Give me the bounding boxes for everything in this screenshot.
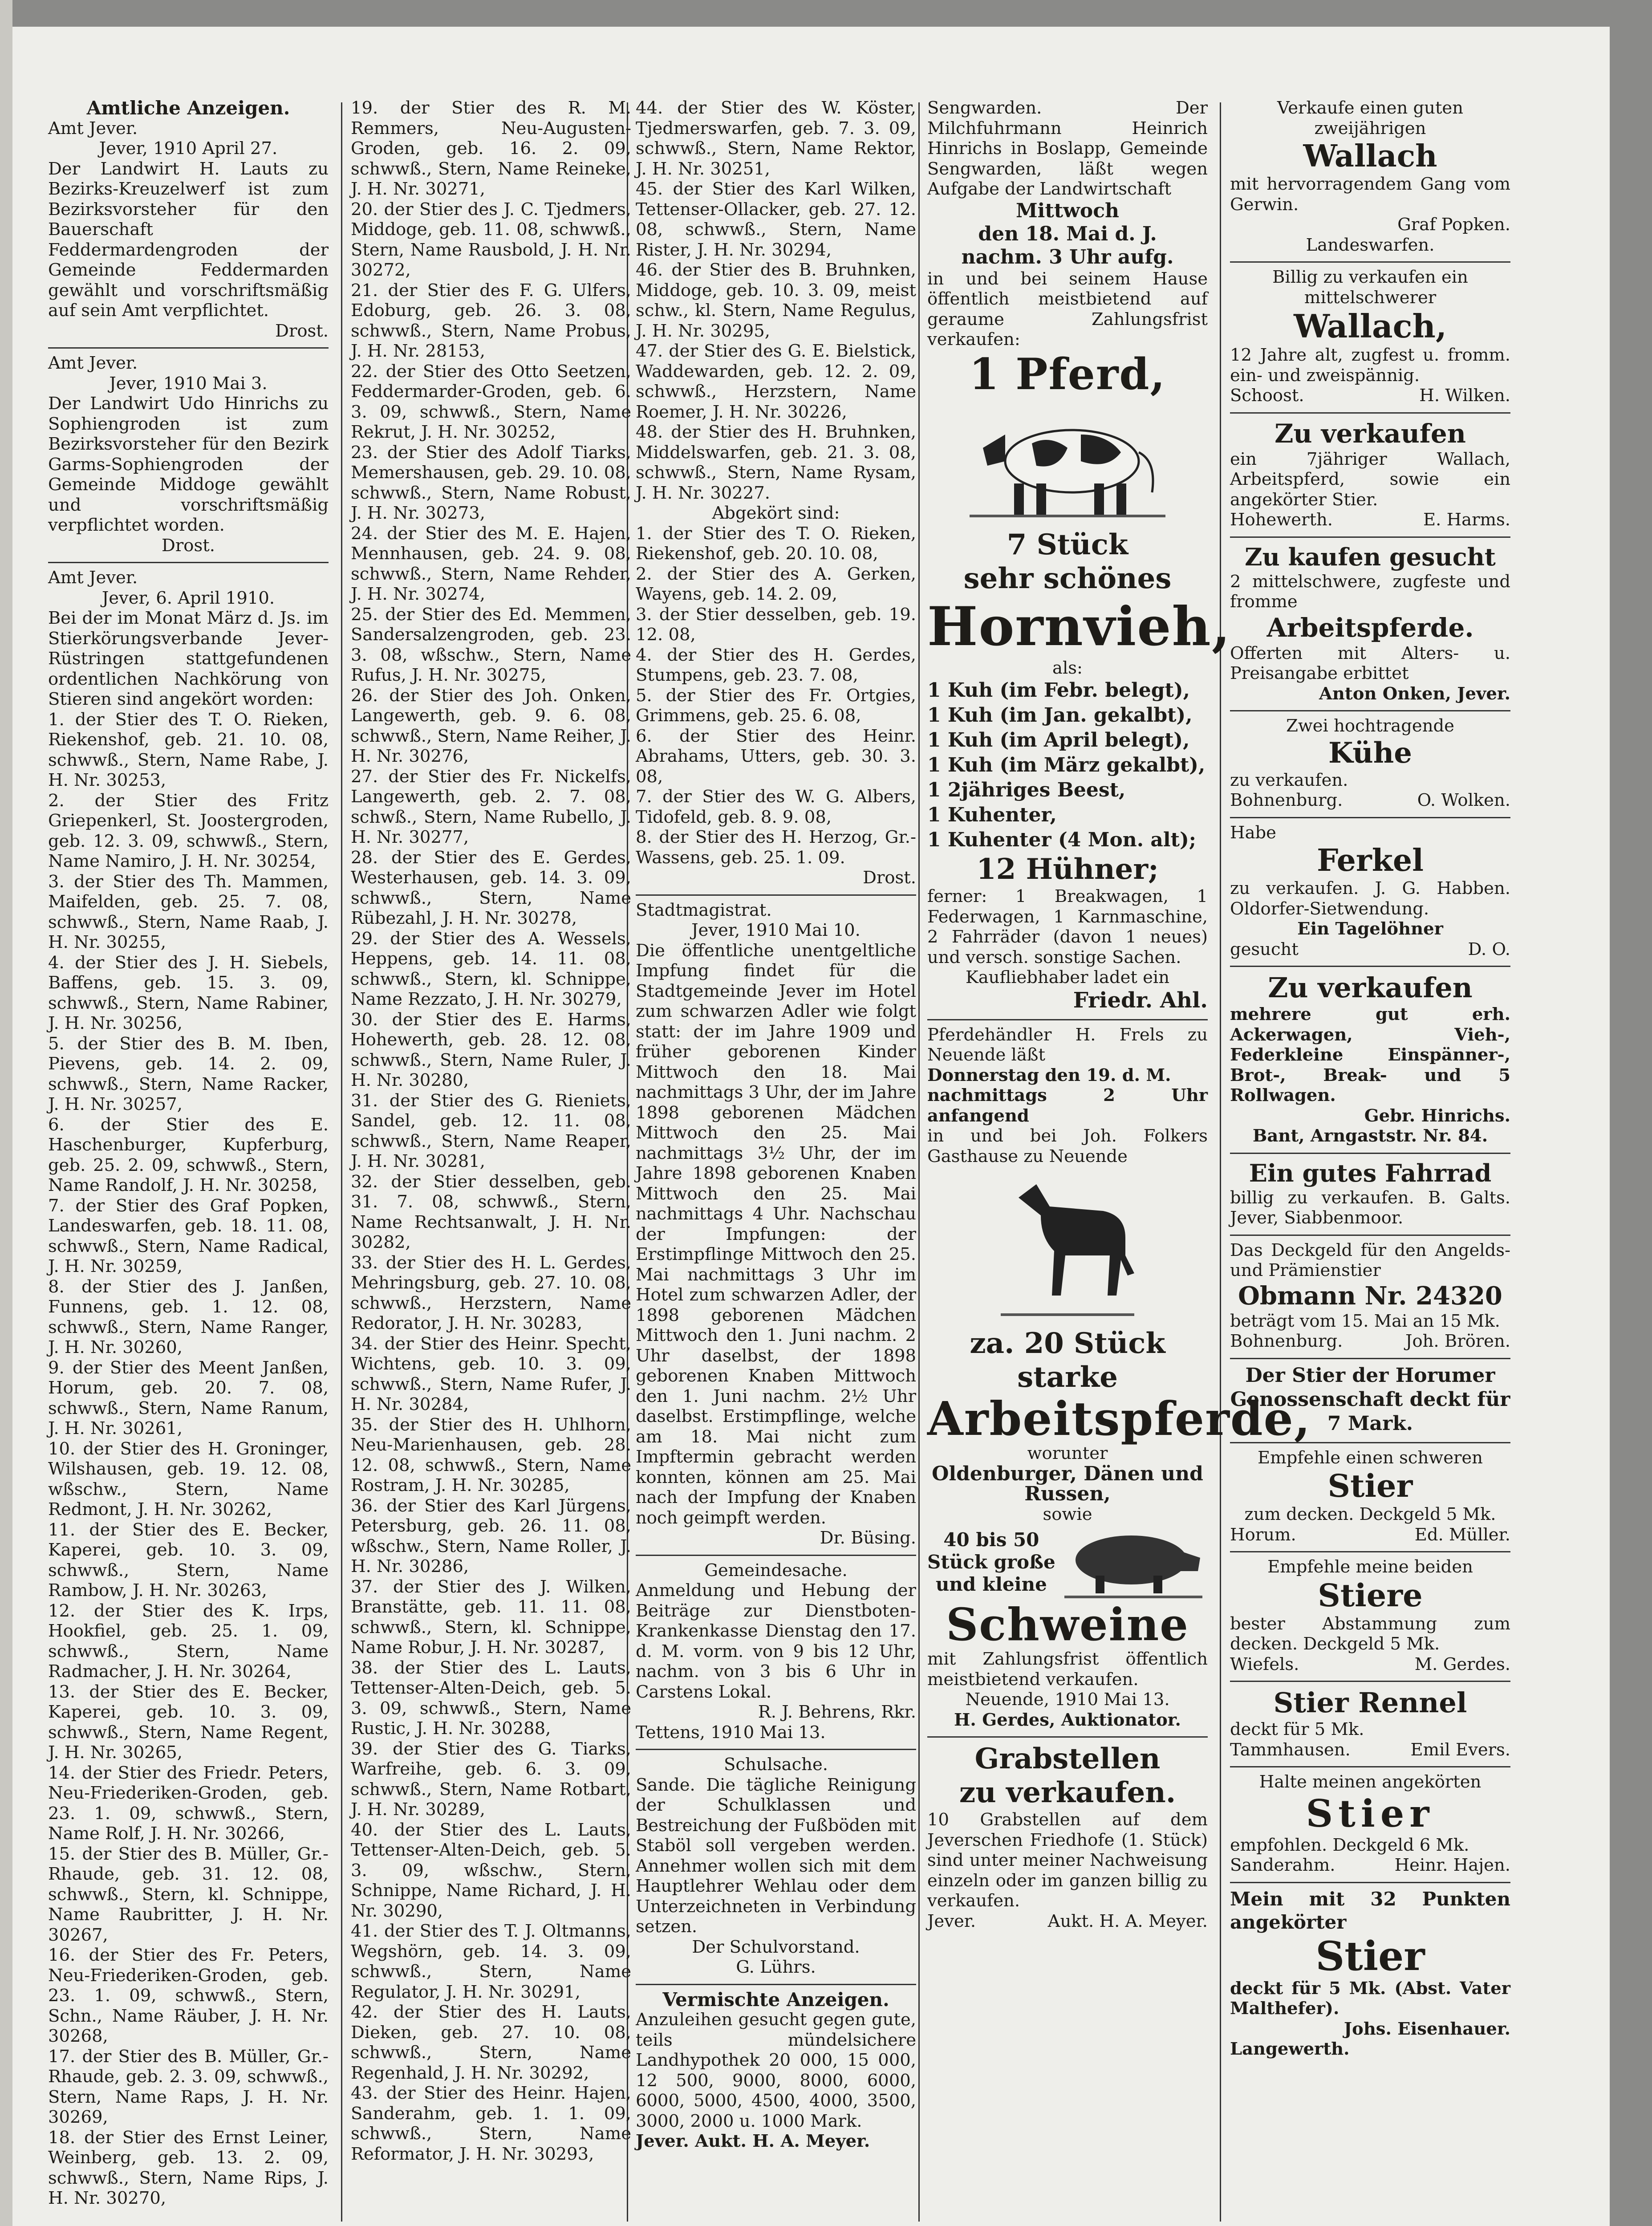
ad-body: Sengwarden. Der Milchfuhrmann Heinrich Hinrichs in Boslapp, Gemeinde Sengwarden, läßt wegen Aufgabe der Landwirtschaft bbox=[927, 98, 1208, 199]
ad-sign: H. Gerdes, Auktionator. bbox=[954, 1710, 1181, 1730]
divider bbox=[927, 1019, 1208, 1020]
list-item: 43. der Stier des Heinr. Hajen, Sanderahm, geb. 1. 1. 09, schwwß., Stern, Name Reformator, J. H. Nr. 30293, bbox=[351, 2083, 631, 2164]
ad-body: deckt für 5 Mk. (Abst. Vater Malthefer). bbox=[1230, 1978, 1510, 2019]
list-item: 1 Kuh (im Febr. belegt), bbox=[927, 679, 1190, 702]
pig-illustration bbox=[1060, 1524, 1207, 1600]
divider bbox=[1230, 1358, 1510, 1359]
divider bbox=[1230, 1766, 1510, 1767]
list-item: 22. der Stier des Otto Seetzen, Feddermarder-Groden, geb. 6. 3. 09, schwwß., Stern, Name Rekrut, J. H. Nr. 30252, bbox=[351, 361, 631, 442]
ad-headline: Arbeitspferde, bbox=[927, 1391, 1311, 1446]
subheading: Abgekört sind: bbox=[712, 503, 840, 523]
ad-headline: Arbeitspferde. bbox=[1266, 612, 1474, 643]
notice-office: Amt Jever. bbox=[48, 353, 138, 373]
ad-headline: Der Stier der Horumer Genossenschaft deckt für 7 Mark. bbox=[1230, 1364, 1510, 1435]
cow-illustration bbox=[970, 403, 1165, 524]
ad-headline: Stiere bbox=[1318, 1576, 1423, 1614]
horse-illustration bbox=[992, 1171, 1143, 1322]
pig-count-line: Stück große bbox=[927, 1551, 1055, 1573]
notice-body: Der Landwirt Udo Hinrichs zu Sophiengroden ist zum Bezirksvorsteher für den Bezirk Garms-Sophiengroden der Gemeinde Middoge gewählt und vorschriftsmäßig verpflichtet worden. bbox=[48, 394, 329, 535]
ad-sign-place: Bohnenburg. bbox=[1230, 1331, 1343, 1351]
divider bbox=[636, 1984, 916, 1985]
divider bbox=[1230, 412, 1510, 414]
ad-headline: starke bbox=[1017, 1361, 1118, 1394]
divider bbox=[1230, 1153, 1510, 1154]
list-item: 7. der Stier des W. G. Albers, Tidofeld, geb. 8. 9. 08, bbox=[636, 787, 916, 827]
ad-body: mit hervorragendem Gang vom Gerwin. bbox=[1230, 174, 1510, 215]
ad-date: Neuende, 1910 Mai 13. bbox=[965, 1690, 1170, 1710]
ad-body: Kaufliebhaber ladet ein bbox=[965, 967, 1170, 987]
ad-sign-row bbox=[1230, 510, 1510, 530]
ad-pre: Halte meinen angekörten bbox=[1259, 1772, 1482, 1792]
newspaper-page bbox=[12, 27, 1610, 2226]
list-item: 47. der Stier des G. E. Bielstick, Waddewarden, geb. 12. 2. 09, schwwß., Herzstern, Name Roemer, J. H. Nr. 30226, bbox=[636, 341, 916, 422]
ad-body: empfohlen. Deckgeld 6 Mk. bbox=[1230, 1835, 1469, 1855]
list-item: 1 2jähriges Beest, bbox=[927, 779, 1126, 801]
ad-sign-row bbox=[927, 1911, 1208, 1932]
divider bbox=[48, 562, 329, 563]
column-rule bbox=[1220, 102, 1221, 2222]
notice-date: Jever, 1910 Mai 3. bbox=[109, 373, 268, 394]
list-item: 33. der Stier des H. L. Gerdes, Mehringsburg, geb. 27. 10. 08, schwwß., Herzstern, Name Redorator, J. H. Nr. 30283, bbox=[351, 1252, 631, 1333]
list-item: 1 Kuhenter, bbox=[927, 804, 1057, 826]
list-item: 1 Kuhenter (4 Mon. alt); bbox=[927, 829, 1197, 851]
ad-sign-row bbox=[1230, 386, 1510, 406]
ad-sign-row bbox=[1230, 790, 1510, 811]
notice-body: Der Landwirt H. Lauts zu Bezirks-Kreuzelwerf ist zum Bezirksvorsteher für den Bauerschaft Feddermardengroden der Gemeinde Feddermarden gewählt und vorschriftsmäßig auf sein Amt verpflichtet. bbox=[48, 158, 329, 321]
notice-body: Bei der im Monat März d. Js. im Stierkörungsverbande Jever-Rüstringen stattgefundenen ordentlichen Nachkörung von Stieren sind angekört worden: bbox=[48, 608, 329, 709]
ad-sign-name: H. Wilken. bbox=[1419, 386, 1510, 406]
ad-body: 2 mittelschwere, zugfeste und fromme bbox=[1230, 571, 1510, 612]
ad-pre: Ein Tagelöhner bbox=[1297, 919, 1443, 939]
notice-sign: Dr. Büsing. bbox=[820, 1528, 916, 1548]
ad-body: worunter bbox=[1027, 1443, 1108, 1463]
ad-sign-name: Aukt. H. A. Meyer. bbox=[1047, 1911, 1208, 1931]
list-item: 26. der Stier des Joh. Onken, Langewerth, geb. 9. 6. 08, schwwß., Stern, Name Reiher, J. H. Nr. 30276, bbox=[351, 685, 631, 766]
divider bbox=[1230, 261, 1510, 263]
ad-sign-place: Bohnenburg. bbox=[1230, 790, 1343, 810]
list-item: 37. der Stier des J. Wilken, Branstätte, geb. 11. 11. 08, schwwß., Stern, kl. Schnippe, Name Robur, J. H. Nr. 30287, bbox=[351, 1576, 631, 1657]
ad-body: zu verkaufen. bbox=[1230, 770, 1348, 790]
list-item: 29. der Stier des A. Wessels, Heppens, geb. 14. 11. 08, schwwß., Stern, kl. Schnippe, Name Rezzato, J. H. Nr. 30279, bbox=[351, 928, 631, 1009]
notice-sign: Drost. bbox=[863, 868, 916, 888]
ad-date: nachm. 3 Uhr aufg. bbox=[961, 245, 1174, 268]
ad-pre: Das Deckgeld für den Angelds- und Prämienstier bbox=[1230, 1240, 1510, 1280]
ad-sign-row bbox=[1230, 1331, 1510, 1352]
ad-headline: Ferkel bbox=[1317, 843, 1424, 878]
ad-body: in und bei Joh. Folkers Gasthause zu Neuende bbox=[927, 1126, 1208, 1166]
ad-sign: Gebr. Hinrichs. bbox=[1364, 1105, 1510, 1126]
list-item: 30. der Stier des E. Harms, Hohewerth, geb. 28. 12. 08, schwwß., Stern, Name Ruler, J. H. Nr. 30280, bbox=[351, 1009, 631, 1090]
ad-place: Landeswarfen. bbox=[1306, 235, 1435, 255]
ad-headline: Wallach bbox=[1303, 138, 1437, 174]
ad-sign-place: Wiefels. bbox=[1230, 1654, 1299, 1674]
ad-headline: Stier Rennel bbox=[1273, 1686, 1467, 1719]
ad-body: mit Zahlungsfrist öffentlich meistbietend verkaufen. bbox=[927, 1649, 1208, 1690]
divider bbox=[1230, 1442, 1510, 1443]
ad-body: Oldenburger, Dänen und Russen, bbox=[932, 1462, 1203, 1505]
ad-sign-name: Ed. Müller. bbox=[1414, 1524, 1510, 1545]
divider bbox=[1230, 1551, 1510, 1552]
ad-sign-place: Schoost. bbox=[1230, 386, 1304, 406]
list-item: 13. der Stier des E. Becker, Kaperei, geb. 10. 3. 09, schwwß., Stern, Name Regent, J. H. Nr. 30265, bbox=[48, 1682, 329, 1763]
notice-date: Jever, 1910 Mai 10. bbox=[691, 920, 861, 940]
ad-headline: Zu kaufen gesucht bbox=[1245, 542, 1496, 571]
ad-sign-place: Tammhausen. bbox=[1230, 1739, 1351, 1760]
ad-sign-row bbox=[1230, 939, 1510, 960]
list-item: 21. der Stier des F. G. Ulfers, Edoburg, geb. 26. 3. 08, schwwß., Stern, Name Probus, J. H. Nr. 28153, bbox=[351, 280, 631, 361]
list-item: 1 Kuh (im März gekalbt), bbox=[927, 754, 1206, 776]
list-item: 2. der Stier des Fritz Griepenkerl, St. Joostergroden, geb. 12. 3. 09, schwwß., Stern, Name Namiro, J. H. Nr. 30254, bbox=[48, 790, 329, 871]
pig-count bbox=[927, 1529, 1055, 1596]
list-item: 3. der Stier des Th. Mammen, Maifelden, geb. 25. 7. 08, schwwß., Stern, Name Raab, J. H. Nr. 30255, bbox=[48, 871, 329, 952]
divider bbox=[1230, 966, 1510, 967]
notice-sign: R. J. Behrens, Rkr. bbox=[758, 1702, 916, 1722]
column-5 bbox=[1230, 98, 1510, 2226]
notice-body: Anzuleihen gesucht gegen gute, teils mündelsichere Landhypothek 20 000, 15 000, 12 500, 9000, 8000, 6000, 6000, 5000, 4500, 4000, 3500, 3000, 2000 u. 1000 Mark. bbox=[636, 2010, 916, 2131]
section-heading: Vermischte Anzeigen. bbox=[662, 1988, 889, 2011]
ad-pre: Zwei hochtragende bbox=[1286, 716, 1454, 736]
ad-headline: zu verkaufen. bbox=[959, 1776, 1176, 1809]
ad-sign-name: D. O. bbox=[1468, 939, 1510, 959]
column-1 bbox=[48, 98, 329, 2226]
list-item: 31. der Stier des G. Rieniets, Sandel, geb. 12. 11. 08, schwwß., Stern, Name Reaper, J. H. Nr. 30281, bbox=[351, 1090, 631, 1171]
ad-headline: Grabstellen bbox=[974, 1742, 1161, 1775]
notice-office: Amt Jever. bbox=[48, 568, 138, 588]
list-item: 23. der Stier des Adolf Tiarks, Memershausen, geb. 29. 10. 08, schwwß., Stern, Name Robust, J. H. Nr. 30273, bbox=[351, 442, 631, 523]
ad-headline: Hornvieh, bbox=[927, 595, 1231, 658]
subheading: Gemeindesache. bbox=[704, 1560, 848, 1580]
divider bbox=[1230, 536, 1510, 538]
notice-sign: Jever. Aukt. H. A. Meyer. bbox=[636, 2131, 870, 2151]
notice-office: Stadtmagistrat. bbox=[636, 900, 772, 920]
notice-date: Jever, 1910 April 27. bbox=[99, 138, 278, 158]
list-item: 10. der Stier des H. Groninger, Wilshausen, geb. 19. 12. 08, wßschw., Stern, Name Redmont, J. H. Nr. 30262, bbox=[48, 1438, 329, 1519]
ad-sign-row bbox=[1230, 1525, 1510, 1545]
list-item: 6. der Stier des Heinr. Abrahams, Utters, geb. 30. 3. 08, bbox=[636, 726, 916, 787]
ad-headline: 1 Pferd, bbox=[969, 349, 1166, 399]
divider bbox=[1230, 710, 1510, 711]
ad-headline: Stier bbox=[1327, 1467, 1413, 1504]
list-item: 32. der Stier desselben, geb. 31. 7. 08, schwwß., Stern, Name Rechtsanwalt, J. H. Nr. 30282, bbox=[351, 1171, 631, 1252]
notice-sign: Drost. bbox=[275, 321, 329, 341]
list-item: 5. der Stier des Fr. Ortgies, Grimmens, geb. 25. 6. 08, bbox=[636, 685, 916, 726]
ad-headline: za. 20 Stück bbox=[970, 1327, 1165, 1360]
divider bbox=[48, 347, 329, 349]
list-item: 18. der Stier des Ernst Leiner, Weinberg, geb. 13. 2. 09, schwwß., Stern, Name Rips, J. H. Nr. 30270, bbox=[48, 2127, 329, 2208]
list-item: 25. der Stier des Ed. Memmen, Sandersalzengroden, geb. 23. 3. 08, wßschw., Stern, Name Rufus, J. H. Nr. 30275, bbox=[351, 604, 631, 685]
divider bbox=[1230, 1681, 1510, 1682]
ad-place: Langewerth. bbox=[1230, 2039, 1350, 2059]
ad-body: als: bbox=[1052, 658, 1083, 678]
list-item: 6. der Stier des E. Haschenburger, Kupferburg, geb. 25. 2. 09, schwwß., Stern, Name Randolf, J. H. Nr. 30258, bbox=[48, 1114, 329, 1195]
notice-body: Die öffentliche unentgeltliche Impfung findet für die Stadtgemeinde Jever im Hotel zum schwarzen Adler wie folgt statt: der im Jahre 1909 und früher geborenen Kinder Mittwoch den 18. Mai nachmittags 3 Uhr, der im Jahre 1898 geborenen Mädchen Mittwoch den 25. Mai nachmittags 3½ Uhr, der im Jahre 1898 geborenen Knaben Mittwoch den 25. Mai nachmittags 4 Uhr. Nachschau der Impfungen: der Erstimpflinge Mittwoch den 25. Mai nachmittags 3 Uhr im Hotel zum schwarzen Adler, der 1898 geborenen Mädchen Mittwoch den 1. Juni nachm. 2 Uhr daselbst, der 1898 geborenen Knaben Mittwoch den 1. Juni nachm. 2½ Uhr daselbst. Erstimpflinge, welche am 18. Mai nicht zum Impftermin gebracht werden konnten, können am 25. Mai nach der Impfung der Knaben noch geimpft werden. bbox=[636, 940, 916, 1528]
ad-body: ein 7jähriger Wallach, Arbeitspferd, sowie ein angekörter Stier. bbox=[1230, 449, 1510, 510]
ad-sign-place: Jever. bbox=[927, 1911, 976, 1931]
ad-sign: Friedr. Ahl. bbox=[1073, 987, 1208, 1013]
list-item: 1 Kuh (im Jan. gekalbt), bbox=[927, 704, 1193, 727]
ad-headline: Zu verkaufen bbox=[1268, 971, 1473, 1004]
column-3 bbox=[636, 98, 916, 2226]
divider bbox=[1230, 1235, 1510, 1236]
ad-body: zum decken. Deckgeld 5 Mk. bbox=[1244, 1504, 1496, 1524]
list-item: 3. der Stier desselben, geb. 19. 12. 08, bbox=[636, 604, 916, 645]
ad-sign-name: O. Wolken. bbox=[1417, 790, 1510, 810]
ad-pre: Verkaufe einen guten zweijährigen bbox=[1277, 98, 1463, 138]
pig-count-line: und kleine bbox=[935, 1573, 1047, 1595]
page-gutter bbox=[0, 0, 12, 2226]
notice-body: Sande. Die tägliche Reinigung der Schulklassen und Bestreichung der Fußböden mit Staböl soll vergeben werden. Annehmer wollen sich mit dem Hauptlehrer Wehlau oder dem Unterzeichneten in Verbindung setzen. bbox=[636, 1775, 916, 1937]
ad-sign-name: M. Gerdes. bbox=[1414, 1654, 1510, 1674]
ad-body: 10 Grabstellen auf dem Jeverschen Friedhofe (1. Stück) sind unter meiner Nachweisung einzeln oder im ganzen billig zu verkaufen. bbox=[927, 1810, 1208, 1911]
list-item: 45. der Stier des Karl Wilken, Tettenser-Ollacker, geb. 27. 12. 08, schwwß., Stern, Name Rister, J. H. Nr. 30294, bbox=[636, 179, 916, 260]
ad-headline: 12 Hühner; bbox=[976, 853, 1159, 886]
list-item: 9. der Stier des Meent Janßen, Horum, geb. 20. 7. 08, schwwß., Stern, Name Ranum, J. H. Nr. 30261, bbox=[48, 1357, 329, 1438]
ad-date: Mittwoch bbox=[1015, 199, 1120, 222]
ad-body: ferner: 1 Breakwagen, 1 Federwagen, 1 Karnmaschine, 2 Fahrräder (davon 1 neues) und versch. sonstige Sachen. bbox=[927, 886, 1208, 967]
pig-count-line: 40 bis 50 bbox=[943, 1529, 1039, 1551]
ad-sign-place: Hohewerth. bbox=[1230, 510, 1333, 530]
notice-date: Tettens, 1910 Mai 13. bbox=[636, 1722, 826, 1743]
list-item: 2. der Stier des A. Gerken, Wayens, geb. 14. 2. 09, bbox=[636, 564, 916, 604]
ad-sign-place: Sanderahm. bbox=[1230, 1855, 1335, 1875]
notice-sign: Der Schulvorstand. bbox=[692, 1937, 860, 1957]
ad-headline: Ein gutes Fahrrad bbox=[1249, 1158, 1492, 1187]
ad-headline: Zu verkaufen bbox=[1275, 418, 1466, 449]
ad-sign-row bbox=[1230, 1740, 1510, 1760]
ad-body: beträgt vom 15. Mai an 15 Mk. bbox=[1230, 1311, 1500, 1331]
ad-date: nachmittags 2 Uhr anfangend bbox=[927, 1085, 1208, 1126]
list-item: 15. der Stier des B. Müller, Gr.-Rhaude, geb. 31. 12. 08, schwwß., Stern, kl. Schnippe, Name Raubritter, J. H. Nr. 30267, bbox=[48, 1844, 329, 1945]
ad-sign-place: Horum. bbox=[1230, 1524, 1296, 1545]
list-item: 27. der Stier des Fr. Nickelfs, Langewerth, geb. 2. 7. 08, schwß., Stern, Name Rubello, J. H. Nr. 30277, bbox=[351, 766, 631, 847]
subheading: Schulsache. bbox=[724, 1755, 828, 1775]
list-item: 40. der Stier des L. Lauts, Tettenser-Alten-Deich, geb. 5. 3. 09, wßschw., Stern, Schnippe, Name Richard, J. H. Nr. 30290, bbox=[351, 1820, 631, 1921]
ad-sign-place: gesucht bbox=[1230, 939, 1299, 959]
ad-pre: Empfehle meine beiden bbox=[1267, 1557, 1473, 1577]
ad-body: 12 Jahre alt, zugfest u. fromm. ein- und zweispännig. bbox=[1230, 345, 1510, 386]
column-2 bbox=[351, 98, 631, 2226]
ad-headline: Obmann Nr. 24320 bbox=[1238, 1281, 1502, 1311]
ad-headline: Stier bbox=[1315, 1932, 1425, 1980]
ad-headline: 7 Stück bbox=[1007, 528, 1128, 561]
ad-sign: Anton Onken, Jever. bbox=[1319, 683, 1510, 704]
ad-sign: Graf Popken. bbox=[1397, 215, 1510, 235]
ad-headline: Kühe bbox=[1328, 736, 1412, 770]
list-item: 4. der Stier des H. Gerdes, Stumpens, geb. 23. 7. 08, bbox=[636, 645, 916, 685]
ad-body: billig zu verkaufen. B. Galts. Jever, Siabbenmoor. bbox=[1230, 1187, 1510, 1228]
ad-sign-row bbox=[1230, 1654, 1510, 1675]
column-rule bbox=[341, 102, 342, 2222]
notice-office: Amt Jever. bbox=[48, 118, 138, 138]
list-item: 28. der Stier des E. Gerdes, Westerhausen, geb. 14. 3. 09, schwwß., Stern, Name Rübezahl, J. H. Nr. 30278, bbox=[351, 847, 631, 928]
ad-body: Offerten mit Alters- u. Preisangabe erbittet bbox=[1230, 643, 1510, 683]
list-item: 48. der Stier des H. Bruhnken, Middelswarfen, geb. 21. 3. 08, schwwß., Stern, Name Rysam, J. H. Nr. 30227. bbox=[636, 422, 916, 503]
list-item: 14. der Stier des Friedr. Peters, Neu-Friederiken-Groden, geb. 23. 1. 09, schwwß., Stern, Name Rolf, J. H. Nr. 30266, bbox=[48, 1763, 329, 1844]
notice-date: Jever, 6. April 1910. bbox=[101, 588, 275, 608]
ad-pre: Mein mit 32 Punkten angekörter bbox=[1230, 1888, 1510, 1933]
ad-body: Pferdehändler H. Frels zu Neuende läßt bbox=[927, 1024, 1208, 1065]
list-item: 1. der Stier des T. O. Rieken, Riekenshof, geb. 21. 10. 08, schwwß., Stern, Name Rabe, J. H. Nr. 30253, bbox=[48, 709, 329, 790]
ad-sign: Johs. Eisenhauer. bbox=[1344, 2019, 1510, 2039]
divider bbox=[1230, 817, 1510, 818]
divider bbox=[636, 1555, 916, 1556]
column-rule bbox=[918, 102, 920, 2222]
ad-sign-name: Joh. Brören. bbox=[1405, 1331, 1510, 1351]
list-item: 4. der Stier des J. H. Siebels, Baffens, geb. 15. 3. 09, schwwß., Stern, Name Rabiner, J. H. Nr. 30256, bbox=[48, 952, 329, 1033]
list-item: 41. der Stier des T. J. Oltmanns, Wegshörn, geb. 14. 3. 09, schwwß., Stern, Name Regulator, J. H. Nr. 30291, bbox=[351, 1921, 631, 2002]
list-item: 34. der Stier des Heinr. Specht, Wichtens, geb. 10. 3. 09, schwwß., Stern, Name Rufer, J. H. Nr. 30284, bbox=[351, 1333, 631, 1414]
ad-pre: Habe bbox=[1230, 822, 1276, 843]
divider bbox=[636, 1749, 916, 1750]
ad-pre: Billig zu verkaufen ein mittelschwerer bbox=[1272, 267, 1468, 308]
ad-pre: Empfehle einen schweren bbox=[1258, 1447, 1483, 1468]
ad-headline: Wallach, bbox=[1294, 307, 1447, 345]
ad-headline: Stier bbox=[1306, 1791, 1435, 1836]
list-item: 8. der Stier des H. Herzog, Gr.-Wassens, geb. 25. 1. 09. bbox=[636, 827, 916, 868]
list-item: 19. der Stier des R. M. Remmers, Neu-Augusten-Groden, geb. 16. 2. 09, schwwß., Stern, Name Reineke, J. H. Nr. 30271, bbox=[351, 98, 631, 199]
notice-sign: G. Lührs. bbox=[736, 1957, 816, 1977]
list-item: 7. der Stier des Graf Popken, Landeswarfen, geb. 18. 11. 08, schwwß., Stern, Name Radical, J. H. Nr. 30259, bbox=[48, 1195, 329, 1276]
ad-headline: Schweine bbox=[946, 1598, 1189, 1651]
list-item: 11. der Stier des E. Becker, Kaperei, geb. 10. 3. 09, schwwß., Stern, Name Rambow, J. H. Nr. 30263, bbox=[48, 1519, 329, 1600]
list-item: 16. der Stier des Fr. Peters, Neu-Friederiken-Groden, geb. 23. 1. 09, schwwß., Stern, Schn., Name Räuber, J. H. Nr. 30268, bbox=[48, 1945, 329, 2046]
ad-sign-name: E. Harms. bbox=[1423, 510, 1510, 530]
ad-body: in und bei seinem Hause öffentlich meistbietend auf geraume Zahlungsfrist verkaufen: bbox=[927, 268, 1208, 349]
list-item: 36. der Stier des Karl Jürgens, Petersburg, geb. 26. 11. 08, wßschw., Stern, Name Roller, J. H. Nr. 30286, bbox=[351, 1495, 631, 1576]
list-item: 38. der Stier des L. Lauts, Tettenser-Alten-Deich, geb. 5. 3. 09, schwwß., Stern, Name Rustic, J. H. Nr. 30288, bbox=[351, 1657, 631, 1739]
list-item: 17. der Stier des B. Müller, Gr.-Rhaude, geb. 2. 3. 09, schwwß., Stern, Name Raps, J. H. Nr. 30269, bbox=[48, 2046, 329, 2127]
ad-headline: sehr schönes bbox=[963, 561, 1172, 595]
divider bbox=[927, 1736, 1208, 1738]
ad-body: bester Abstammung zum decken. Deckgeld 5 Mk. bbox=[1230, 1613, 1510, 1654]
notice-sign: Drost. bbox=[162, 535, 215, 556]
ad-sign-name: Emil Evers. bbox=[1410, 1739, 1510, 1760]
ad-sign-name: Heinr. Hajen. bbox=[1394, 1855, 1510, 1875]
divider bbox=[636, 894, 916, 896]
list-item: 42. der Stier des H. Lauts, Dieken, geb. 27. 10. 08, schwwß., Stern, Name Regenhald, J. H. Nr. 30292, bbox=[351, 2002, 631, 2083]
list-item: 8. der Stier des J. Janßen, Funnens, geb. 1. 12. 08, schwwß., Stern, Name Ranger, J. H. Nr. 30260, bbox=[48, 1276, 329, 1357]
list-item: 35. der Stier des H. Uhlhorn, Neu-Marienhausen, geb. 28. 12. 08, schwwß., Stern, Name Rostram, J. H. Nr. 30285, bbox=[351, 1414, 631, 1495]
ad-date: den 18. Mai d. J. bbox=[978, 222, 1157, 245]
ad-body: sowie bbox=[1043, 1504, 1092, 1524]
list-item: 12. der Stier des K. Irps, Hookfiel, geb. 25. 1. 09, schwwß., Stern, Name Radmacher, J. H. Nr. 30264, bbox=[48, 1600, 329, 1682]
ad-sign-row bbox=[1230, 1855, 1510, 1876]
ad-body: zu verkaufen. J. G. Habben. Oldorfer-Sietwendung. bbox=[1230, 878, 1510, 919]
notice-body: Anmeldung und Hebung der Beiträge zur Dienstboten-Krankenkasse Dienstag den 17. d. M. vorm. von 9 bis 12 Uhr, nachm. von 3 bis 6 Uhr in Carstens Lokal. bbox=[636, 1580, 916, 1702]
list-item: 20. der Stier des J. C. Tjedmers, Middoge, geb. 11. 08, schwwß., Stern, Name Rausbold, J. H. Nr. 30272, bbox=[351, 199, 631, 280]
list-item: 44. der Stier des W. Köster, Tjedmerswarfen, geb. 7. 3. 09, schwwß., Stern, Name Rektor, J. H. Nr. 30251, bbox=[636, 98, 916, 179]
section-heading: Amtliche Anzeigen. bbox=[86, 97, 290, 119]
divider bbox=[1230, 1882, 1510, 1883]
pig-block bbox=[927, 1524, 1208, 1600]
ad-date: Donnerstag den 19. d. M. bbox=[927, 1065, 1171, 1085]
list-item: 24. der Stier des M. E. Hajen, Mennhausen, geb. 24. 9. 08, schwwß., Stern, Name Rehder, J. H. Nr. 30274, bbox=[351, 523, 631, 604]
ad-body: mehrere gut erh. Ackerwagen, Vieh-, Federkleine Einspänner-, Brot-, Break- und 5 Rollwagen. bbox=[1230, 1004, 1510, 1105]
ad-place: Bant, Arngaststr. Nr. 84. bbox=[1252, 1126, 1488, 1146]
list-item: 39. der Stier des G. Tiarks, Warfreihe, geb. 6. 3. 09, schwwß., Stern, Name Rotbart, J. H. Nr. 30289, bbox=[351, 1739, 631, 1820]
list-item: 1 Kuh (im April belegt), bbox=[927, 729, 1190, 751]
list-item: 5. der Stier des B. M. Iben, Pievens, geb. 14. 2. 09, schwwß., Stern, Name Racker, J. H. Nr. 30257, bbox=[48, 1033, 329, 1114]
list-item: 1. der Stier des T. O. Rieken, Riekenshof, geb. 20. 10. 08, bbox=[636, 523, 916, 564]
list-item: 46. der Stier des B. Bruhnken, Middoge, geb. 10. 3. 09, meist schw., kl. Stern, Name Regulus, J. H. Nr. 30295, bbox=[636, 260, 916, 341]
ad-body: deckt für 5 Mk. bbox=[1230, 1719, 1364, 1739]
